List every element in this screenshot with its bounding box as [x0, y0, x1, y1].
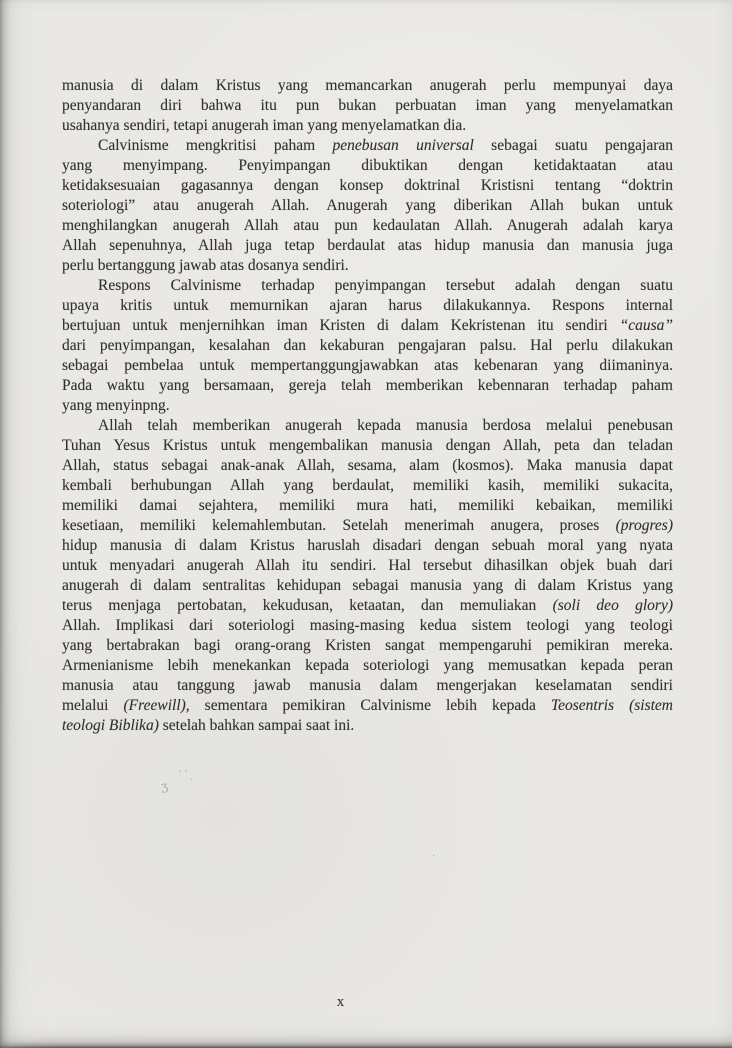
text-segment: Allah. Implikasi dari soteriologi masing-masing kedua sistem teologi yang teologi: [62, 617, 673, 634]
page-number: x: [336, 994, 345, 1010]
text-segment: perlu bertanggung jawab atas dosanya sendiri.: [62, 257, 349, 274]
text-line: [62, 496, 673, 516]
italic-text-segment: “causa”: [619, 317, 673, 334]
text-segment: Calvinisme mengkritisi paham: [98, 137, 333, 154]
text-line: [62, 296, 673, 316]
text-segment: Armenianisme lebih menekankan kepada soteriologi yang memusatkan kepada peran: [62, 657, 673, 674]
text-segment: penyandaran diri bahwa itu pun bukan perbuatan iman yang menyelamatkan: [62, 97, 673, 114]
text-line: [62, 136, 673, 156]
text-line: [62, 96, 673, 116]
text-segment: yang bertabrakan bagi orang-orang Kristen sangat mempengaruhi pemikiran mereka.: [62, 637, 673, 654]
text-line: [62, 256, 673, 276]
text-line: [62, 196, 673, 216]
text-line: [62, 676, 673, 696]
text-line: [62, 156, 673, 176]
text-segment: memiliki damai sejahtera, memiliki mura hati, memiliki kebaikan, memiliki: [62, 497, 673, 514]
text-segment: Allah, status sebagai anak-anak Allah, sesama, alam (kosmos). Maka manusia dapat: [62, 457, 673, 474]
text-segment: Pada waktu yang bersamaan, gereja telah memberikan kebennaran terhadap paham: [62, 377, 673, 394]
text-line: [62, 476, 673, 496]
text-segment: menghilangkan anugerah Allah atau pun kedaulatan Allah. Anugerah adalah karya: [62, 217, 673, 234]
text-line: [62, 316, 673, 336]
text-segment: sebagai suatu pengajaran: [473, 137, 673, 154]
italic-text-segment: Teosentris (sistem: [550, 697, 673, 714]
italic-text-segment: penebusan universal: [332, 137, 474, 154]
text-segment: soteriologi” atau anugerah Allah. Anugerah yang diberikan Allah bukan untuk: [62, 197, 673, 214]
text-line: [62, 656, 673, 676]
text-line: [62, 636, 673, 656]
text-segment: terus menjaga pertobatan, kekudusan, ketaatan, dan memuliakan: [62, 597, 553, 614]
text-segment: usahanya sendiri, tetapi anugerah iman yang menyelamatkan dia.: [62, 117, 467, 134]
text-line: [62, 536, 673, 556]
italic-text-segment: (progres): [615, 517, 673, 534]
text-line: [62, 276, 673, 296]
text-line: [62, 696, 673, 716]
ink-speck: ʿ ʹ: [179, 770, 188, 780]
text-line: [62, 236, 673, 256]
text-line: [62, 456, 673, 476]
text-segment: Respons Calvinisme terhadap penyimpangan tersebut adalah dengan suatu: [98, 277, 673, 294]
ink-speck: ·: [432, 849, 436, 862]
text-segment: anugerah di dalam sentralitas kehidupan sebagai manusia yang di dalam Kristus yang: [62, 577, 673, 594]
text-segment: Allah telah memberikan anugerah kepada manusia berdosa melalui penebusan: [98, 417, 673, 434]
text-segment: Tuhan Yesus Kristus untuk mengembalikan manusia dengan Allah, peta dan teladan: [62, 437, 673, 454]
text-segment: manusia atau tanggung jawab manusia dalam mengerjakan keselamatan sendiri: [62, 677, 673, 694]
text-segment: yang menyimpang. Penyimpangan dibuktikan dengan ketidaktaatan atau: [62, 157, 673, 174]
text-line: [62, 616, 673, 636]
text-line: [62, 396, 673, 416]
text-line: [62, 336, 673, 356]
text-segment: untuk menyadari anugerah Allah itu sendiri. Hal tersebut dihasilkan objek buah dari: [62, 557, 673, 574]
text-line: [62, 416, 673, 436]
text-line: [62, 356, 673, 376]
text-segment: sebagai pembelaa untuk mempertanggungjawabkan atas kebenaran yang diimaninya.: [62, 357, 673, 374]
text-line: [62, 436, 673, 456]
italic-text-segment: (soli deo glory): [552, 597, 673, 614]
text-line: [62, 576, 673, 596]
text-segment: melalui: [62, 697, 124, 714]
text-line: [62, 376, 673, 396]
text-line: [62, 716, 673, 736]
text-line: [62, 596, 673, 616]
ink-speck: ·: [190, 775, 194, 786]
text-segment: kembali berhubungan Allah yang berdaulat, memiliki kasih, memiliki sukacita,: [62, 477, 673, 494]
page-body-text: [62, 76, 673, 736]
italic-text-segment: teologi Biblika): [62, 717, 159, 734]
text-segment: bertujuan untuk menjernihkan iman Kristen di dalam Kekristenan itu sendiri: [62, 317, 620, 334]
text-line: [62, 516, 673, 536]
text-segment: kesetiaan, memiliki kelemahlembutan. Setelah menerimah anugera, proses: [62, 517, 616, 534]
text-segment: sementara pemikiran Calvinisme lebih kepada: [189, 697, 551, 714]
text-line: [62, 76, 673, 96]
ink-speck: ʒ: [160, 778, 169, 794]
text-line: [62, 216, 673, 236]
text-segment: ketidaksesuaian gagasannya dengan konsep doktrinal Kristisni tentang “doktrin: [62, 177, 673, 194]
text-segment: dari penyimpangan, kesalahan dan kekaburan pengajaran palsu. Hal perlu dilakukan: [62, 337, 673, 354]
text-line: [62, 116, 673, 136]
italic-text-segment: (Freewill),: [123, 697, 190, 714]
text-line: [62, 556, 673, 576]
text-segment: hidup manusia di dalam Kristus haruslah disadari dengan sebuah moral yang nyata: [62, 537, 673, 554]
text-segment: upaya kritis untuk memurnikan ajaran harus dilakukannya. Respons internal: [62, 297, 673, 314]
text-segment: yang menyinpng.: [62, 397, 170, 414]
text-line: [62, 176, 673, 196]
text-segment: manusia di dalam Kristus yang memancarkan anugerah perlu mempunyai daya: [62, 77, 673, 94]
text-segment: Allah sepenuhnya, Allah juga tetap berdaulat atas hidup manusia dan manusia juga: [62, 237, 673, 254]
text-segment: setelah bahkan sampai saat ini.: [158, 717, 355, 734]
